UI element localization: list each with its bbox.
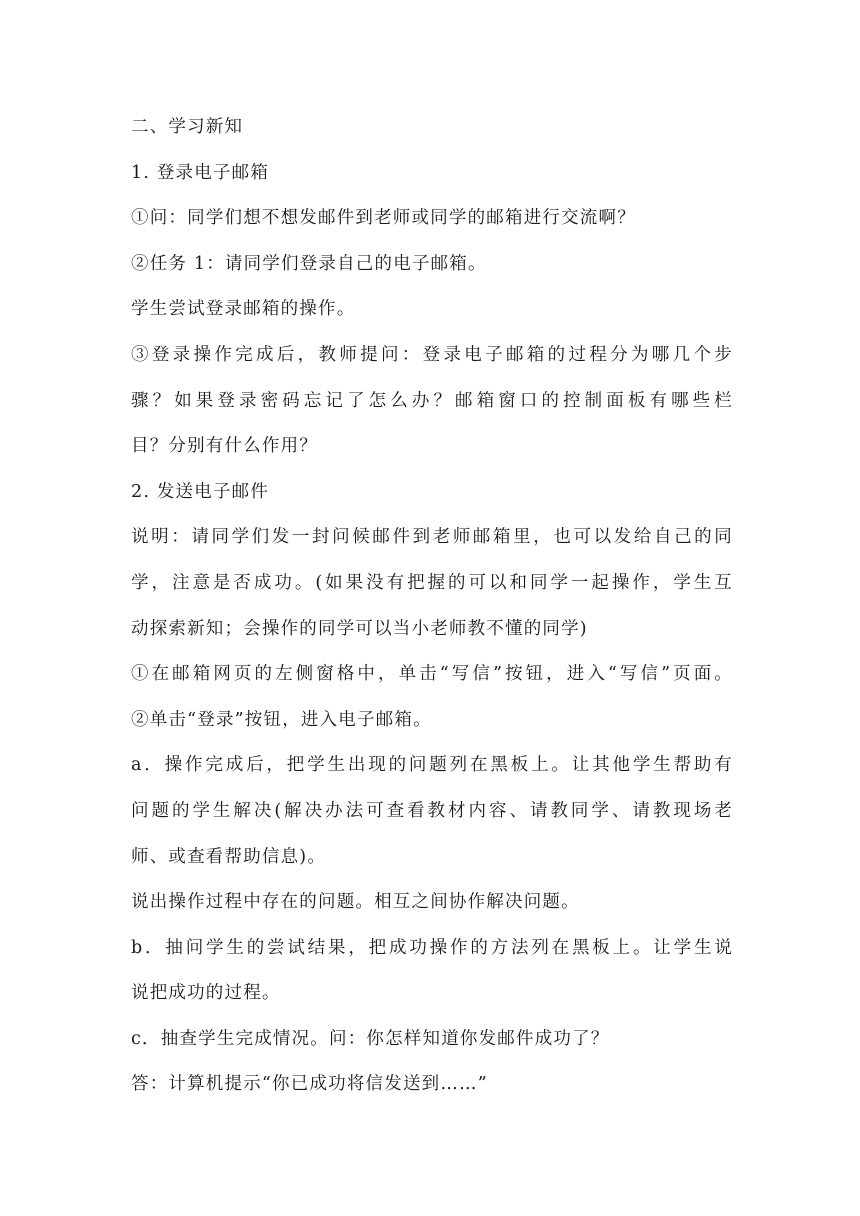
paragraph-line: ②单击“登录”按钮，进入电子邮箱。 [131,709,432,730]
paragraph-line: b．抽问学生的尝试结果，把成功操作的方法列在黑板上。让学生说 [131,937,733,958]
paragraph-line: 动探索新知；会操作的同学可以当小老师教不懂的同学) [131,618,588,639]
subsection-heading-send: 2. 发送电子邮件 [131,481,270,502]
paragraph-line: 说把成功的过程。 [131,983,281,1004]
subsection-heading-login: 1. 登录电子邮箱 [131,162,270,183]
paragraph-line: ③登录操作完成后，教师提问：登录电子邮箱的过程分为哪几个步 [131,344,733,365]
paragraph-line: ①在邮箱网页的左侧窗格中，单击“写信”按钮，进入“写信”页面。 [131,664,733,685]
document-body [131,112,733,1115]
paragraph-line: 学，注意是否成功。(如果没有把握的可以和同学一起操作，学生互 [131,572,733,593]
paragraph-line: ①问：同学们想不想发邮件到老师或同学的邮箱进行交流啊？ [131,208,636,229]
paragraph-line: 答：计算机提示“你已成功将信发送到……” [131,1074,488,1095]
paragraph-line: 问题的学生解决(解决办法可查看教材内容、请教同学、请教现场老 [131,800,733,821]
paragraph-line: c．抽查学生完成情况。问：你怎样知道你发邮件成功了？ [131,1028,610,1049]
section-heading: 二、学习新知 [131,117,244,137]
paragraph-line: 学生尝试登录邮箱的操作。 [131,299,356,320]
paragraph-line: ②任务 1：请同学们登录自己的电子邮箱。 [131,253,487,274]
paragraph-line: 目？分别有什么作用？ [131,436,318,457]
paragraph-line: a．操作完成后，把学生出现的问题列在黑板上。让其他学生帮助有 [131,755,733,776]
paragraph-line: 骤？如果登录密码忘记了怎么办？邮箱窗口的控制面板有哪些栏 [131,390,733,411]
paragraph-line: 说出操作过程中存在的问题。相互之间协作解决问题。 [131,892,580,913]
paragraph-line: 说明：请同学们发一封问候邮件到老师邮箱里，也可以发给自己的同 [131,527,733,548]
paragraph-line: 师、或查看帮助信息)。 [131,846,327,867]
